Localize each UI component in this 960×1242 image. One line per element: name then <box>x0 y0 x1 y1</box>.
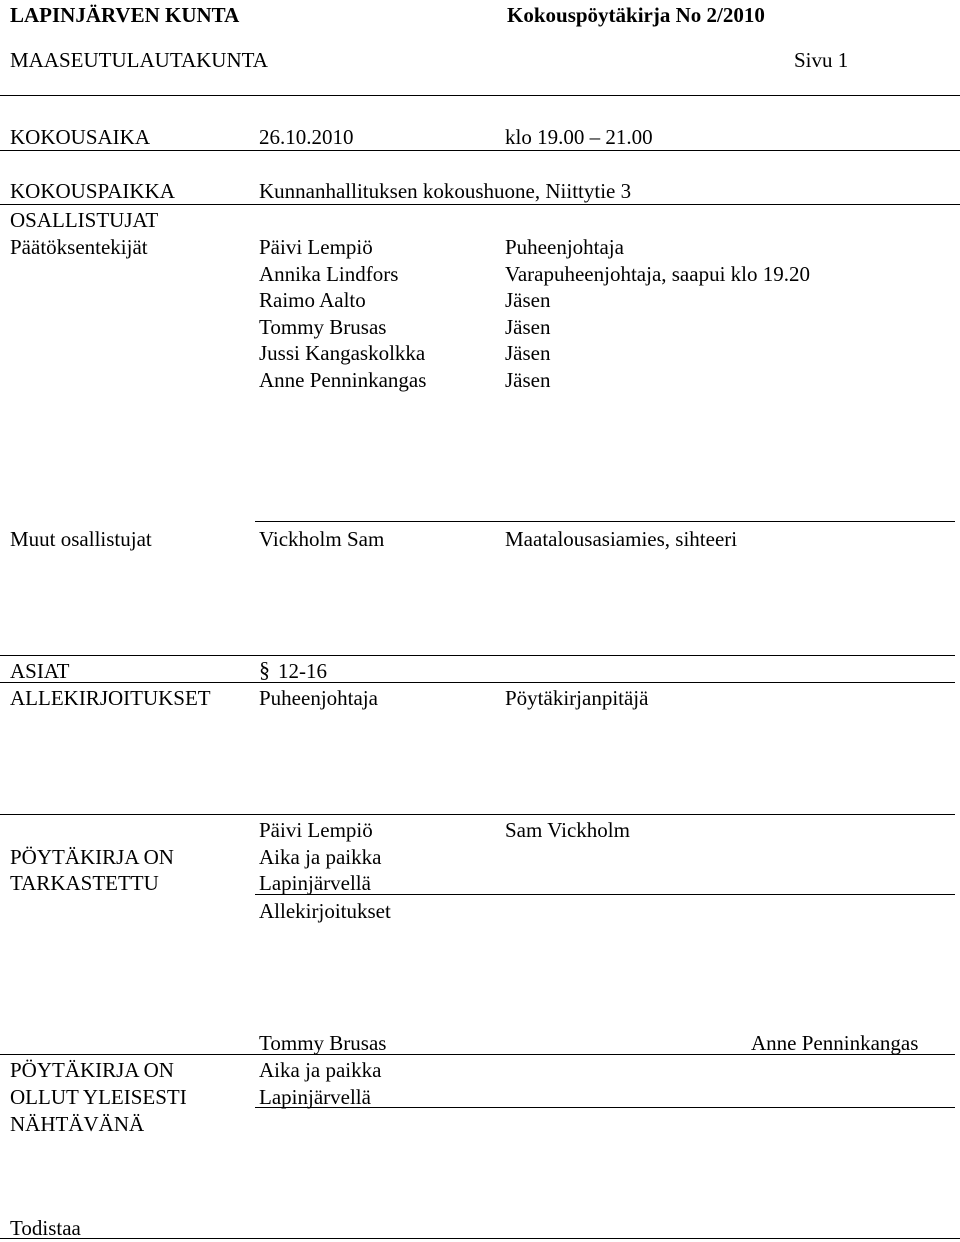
signature-line <box>0 814 955 815</box>
member-role: Puheenjohtaja <box>505 235 624 259</box>
member-name: Raimo Aalto <box>259 288 366 312</box>
meeting-date: 26.10.2010 <box>259 125 354 149</box>
public-signer-1: Tommy Brusas <box>259 1031 387 1055</box>
secretary-name: Sam Vickholm <box>505 818 630 842</box>
member-role: Jäsen <box>505 341 551 365</box>
secretary-label: Pöytäkirjanpitäjä <box>505 686 649 710</box>
member-name: Anne Penninkangas <box>259 368 427 392</box>
checked-when-where: Aika ja paikka <box>259 845 382 869</box>
items-divider <box>0 655 955 656</box>
meeting-place: Kunnanhallituksen kokoushuone, Niittytie 3 <box>259 179 632 203</box>
other-participant-name: Vickholm Sam <box>259 527 385 551</box>
page-number: Sivu 1 <box>794 48 849 72</box>
items-label: ASIAT <box>10 659 70 683</box>
meeting-time: klo 19.00 – 21.00 <box>505 125 653 149</box>
signatures-label: ALLEKIRJOITUKSET <box>10 686 211 710</box>
checked-label-line2: TARKASTETTU <box>10 871 159 895</box>
board-name: MAASEUTULAUTAKUNTA <box>10 48 268 72</box>
public-signature-line <box>255 1107 955 1108</box>
certify-line <box>0 1238 960 1239</box>
others-label: Muut osallistujat <box>10 527 152 551</box>
public-when-where: Aika ja paikka <box>259 1058 382 1082</box>
public-signer-2: Anne Penninkangas <box>751 1031 919 1055</box>
section-sign: § <box>259 657 270 682</box>
public-label-line2: OLLUT YLEISESTI <box>10 1085 187 1109</box>
items-range: 12-16 <box>278 659 327 683</box>
member-name: Päivi Lempiö <box>259 235 373 259</box>
others-divider <box>255 521 955 522</box>
document-title: Kokouspöytäkirja No 2/2010 <box>507 3 765 27</box>
member-name: Tommy Brusas <box>259 315 387 339</box>
municipality-name: LAPINJÄRVEN KUNTA <box>10 3 240 27</box>
certify-label: Todistaa <box>10 1216 81 1240</box>
chair-label: Puheenjohtaja <box>259 686 378 710</box>
place-divider <box>0 204 960 205</box>
member-name: Jussi Kangaskolkka <box>259 341 426 365</box>
member-name: Annika Lindfors <box>259 262 399 286</box>
time-divider <box>0 150 960 151</box>
public-place: Lapinjärvellä <box>259 1085 371 1109</box>
deciders-label: Päätöksentekijät <box>10 235 148 259</box>
meeting-place-label: KOKOUSPAIKKA <box>10 179 175 203</box>
checked-signatures-label: Allekirjoitukset <box>259 899 391 923</box>
member-role: Jäsen <box>505 315 551 339</box>
meeting-time-label: KOKOUSAIKA <box>10 125 150 149</box>
member-role: Jäsen <box>505 288 551 312</box>
header-divider <box>0 95 960 96</box>
participants-label: OSALLISTUJAT <box>10 208 159 232</box>
chair-name: Päivi Lempiö <box>259 818 373 842</box>
checked-label-line1: PÖYTÄKIRJA ON <box>10 845 174 869</box>
checked-place: Lapinjärvellä <box>259 871 371 895</box>
public-label-line1: PÖYTÄKIRJA ON <box>10 1058 174 1082</box>
member-role: Jäsen <box>505 368 551 392</box>
other-participant-role: Maatalousasiamies, sihteeri <box>505 527 738 551</box>
checked-signature-line <box>255 894 955 895</box>
public-label-line3: NÄHTÄVÄNÄ <box>10 1112 145 1136</box>
member-role: Varapuheenjohtaja, saapui klo 19.20 <box>505 262 810 286</box>
signatures-divider <box>0 682 955 683</box>
